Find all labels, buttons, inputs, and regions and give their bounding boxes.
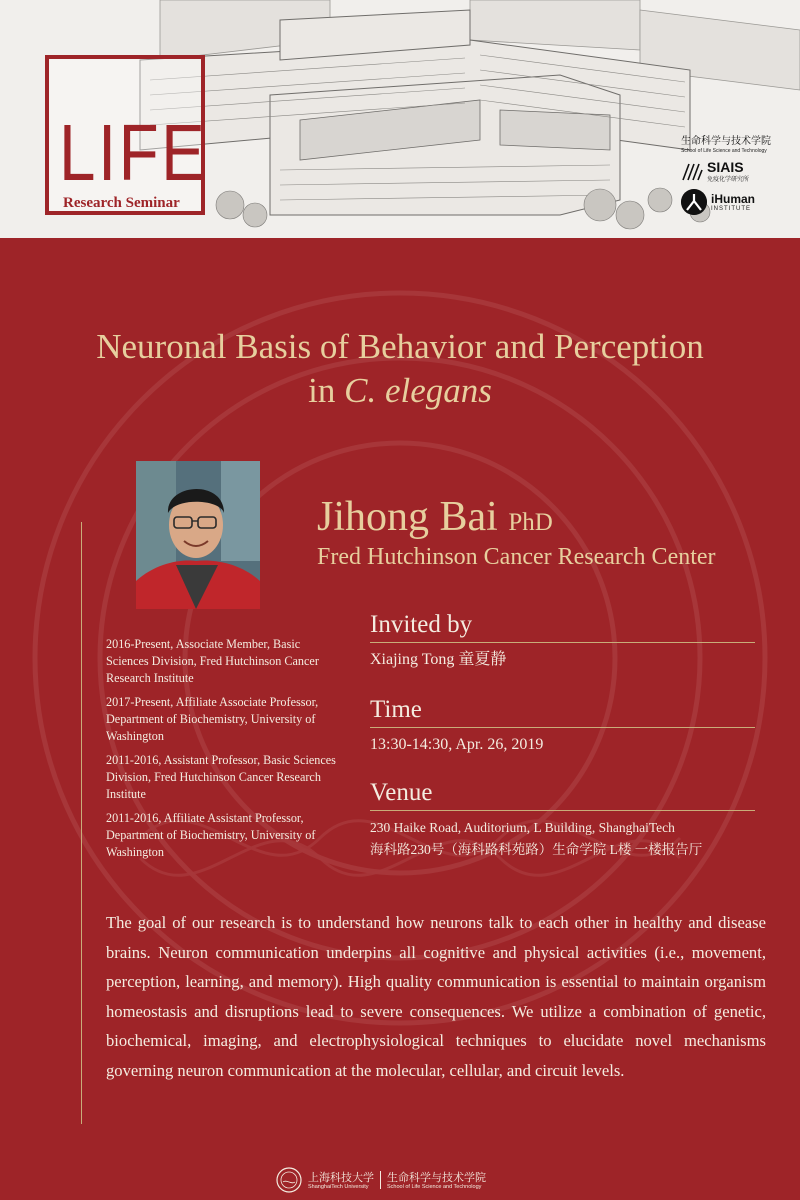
header-banner — [0, 0, 800, 238]
bio-item: 2011-2016, Affiliate Assistant Professor, Department of Biochemistry, University of Washington — [106, 811, 316, 859]
footer-school-cn: 生命科学与技术学院 — [387, 1170, 486, 1184]
venue-line-en: 230 Haike Road, Auditorium, L Building, ShanghaiTech — [370, 820, 675, 835]
bio-item: 2011-2016, Assistant Professor, Basic Sciences Division, Fred Hutchinson Cancer Research Institute — [106, 753, 336, 801]
venue-heading: Venue — [370, 778, 755, 811]
bio-item: 2017-Present, Affiliate Associate Professor, Department of Biochemistry, University of Washington — [106, 695, 319, 743]
venue-line-cn: 海科路230号（海科路科苑路）生命学院 L楼 一楼报告厅 — [370, 842, 703, 857]
speaker-degree: PhD — [508, 509, 553, 536]
abstract-text: The goal of our research is to understand how neurons talk to each other in healthy and disease brains. Neuron communication underpins all cognitive and physical activities (i.e., movement, perception, learning, and memory). High quality communication is essential to maintain organism homeostasis and disruptions lead to severe consequences. We utilize a combination of genetic, biochemical, imaging, and electrophysiological techniques to elucidate novel mechanisms governing neuron communication at the molecular, cellular, and circuit levels. — [106, 913, 766, 1080]
invited-value: Xiajing Tong 童夏静 — [370, 651, 507, 668]
siais-mark-icon — [681, 162, 703, 182]
speaker-affiliation: Fred Hutchinson Cancer Research Center — [317, 544, 716, 570]
ihuman-title: iHuman — [711, 191, 756, 206]
footer-school-en: School of Life Science and Technology — [387, 1183, 482, 1190]
time-value: 13:30-14:30, Apr. 26, 2019 — [370, 736, 544, 753]
footer-logo — [276, 1166, 486, 1194]
footer-separator — [380, 1171, 381, 1189]
ihuman-logo — [681, 189, 791, 215]
talk-title-line2-prefix: in — [308, 371, 345, 410]
bio-item: 2016-Present, Associate Member, Basic Sciences Division, Fred Hutchinson Cancer Research Institute — [106, 637, 319, 685]
university-seal-icon — [276, 1167, 302, 1193]
venue-section — [370, 778, 755, 861]
talk-title-line2 — [0, 369, 800, 413]
time-heading: Time — [370, 695, 755, 728]
life-logo-word: LIFE — [59, 108, 208, 197]
siais-title: SIAIS — [707, 159, 744, 175]
siais-logo — [681, 160, 791, 183]
footer-university-en: ShanghaiTech University — [308, 1183, 369, 1190]
talk-title-line1: Neuronal Basis of Behavior and Perception — [96, 327, 704, 366]
talk-title-species: C. elegans — [344, 371, 492, 410]
ihuman-mark-icon — [681, 189, 707, 215]
life-logo-subtitle: Research Seminar — [63, 195, 180, 211]
footer-university-cn: 上海科技大学 — [308, 1170, 374, 1184]
speaker-name-text: Jihong Bai — [317, 494, 498, 540]
school-logo-cn: 生命科学与技术学院 — [681, 136, 771, 147]
talk-title — [0, 325, 800, 413]
time-section — [370, 695, 755, 756]
school-logo-en: School of Life Science and Technology — [681, 148, 767, 154]
invited-heading: Invited by — [370, 610, 755, 643]
siais-subtitle: 免疫化学研究所 — [707, 176, 750, 183]
partner-logos — [681, 132, 791, 215]
invited-section — [370, 610, 755, 671]
life-logo — [45, 55, 208, 215]
ihuman-subtitle: INSTITUTE — [711, 205, 751, 212]
speaker-name — [317, 492, 553, 548]
speaker-bio — [106, 636, 342, 868]
vertical-divider — [81, 522, 82, 1124]
speaker-photo — [136, 461, 260, 609]
